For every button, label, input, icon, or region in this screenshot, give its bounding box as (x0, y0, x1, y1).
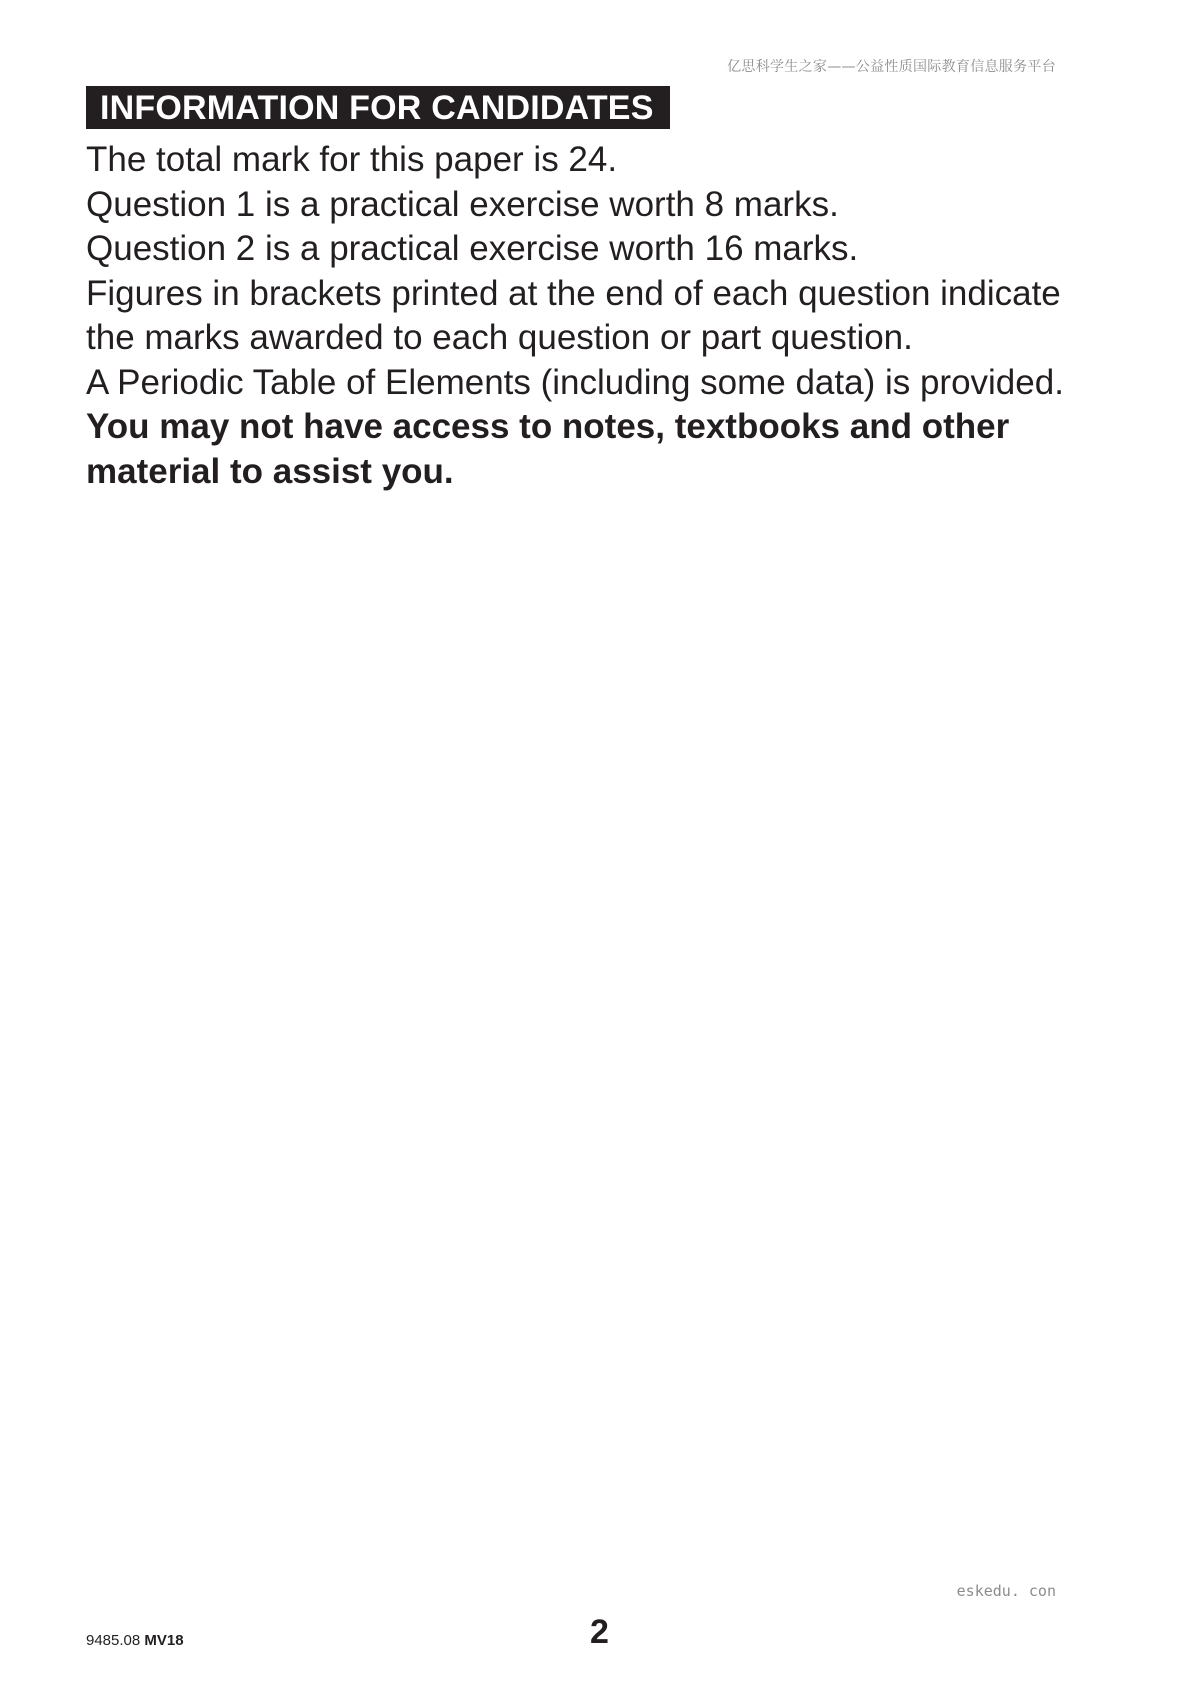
info-line-question-2: Question 2 is a practical exercise worth 16 marks. (86, 229, 859, 268)
paper-code (86, 1632, 184, 1649)
page-number: 2 (590, 1613, 609, 1651)
info-line-periodic-table: A Periodic Table of Elements (including some data) is provided. (86, 362, 1064, 402)
section-heading: INFORMATION FOR CANDIDATES (86, 86, 670, 129)
candidate-information (86, 138, 1126, 494)
paper-code-number: 9485.08 (86, 1632, 141, 1649)
info-line-marks-awarded: the marks awarded to each question or part question. (86, 318, 913, 357)
info-line-assist: material to assist you. (86, 451, 454, 491)
header-watermark: 亿思科学生之家——公益性质国际教育信息服务平台 (727, 59, 1056, 75)
info-line-no-notes: You may not have access to notes, textbooks and other (86, 407, 1010, 446)
info-line-question-1: Question 1 is a practical exercise worth 8 marks. (86, 184, 839, 224)
footer-watermark: eskedu. con (956, 1582, 1056, 1600)
info-line-total-mark: The total mark for this paper is 24. (86, 140, 618, 179)
paper-series: MV18 (144, 1632, 184, 1649)
info-line-figures-brackets: Figures in brackets printed at the end of each question indicate (86, 273, 1061, 313)
